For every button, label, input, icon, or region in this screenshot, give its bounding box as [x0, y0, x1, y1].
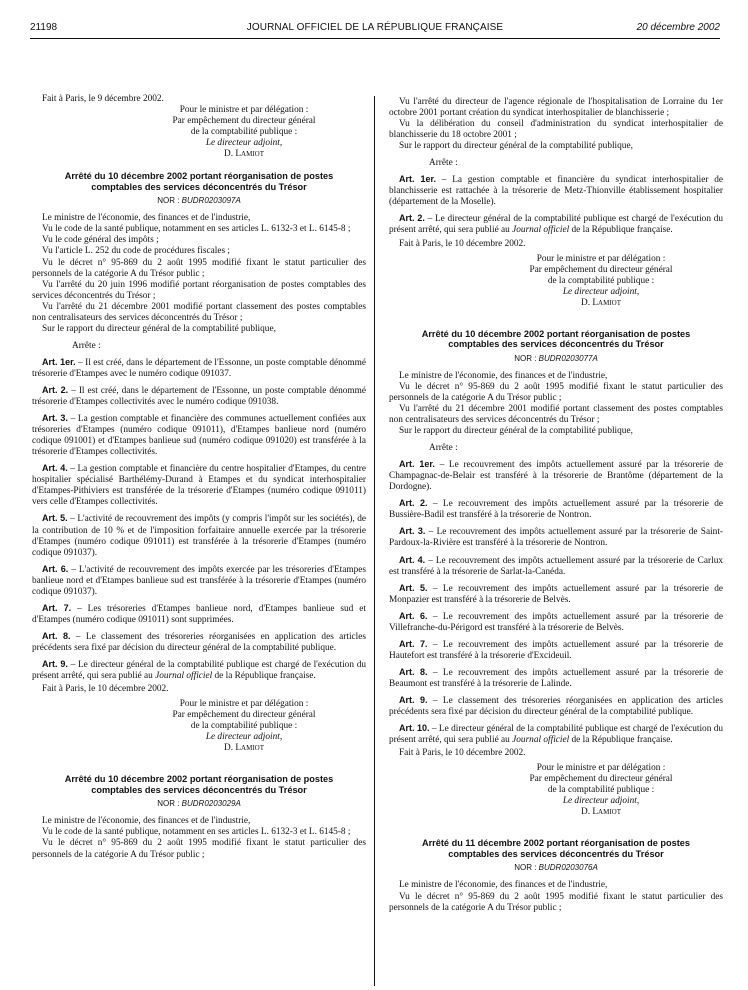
- article-label: Art. 2.: [399, 213, 425, 224]
- article-text: – La gestion comptable et financière du syndicat interhospitalier de blanchisserie est rattachée à la trésorerie de Metz-Thionville établissement hospitalier (département de la Moselle).: [389, 175, 723, 208]
- signature-block: [122, 105, 366, 160]
- column-divider: [374, 96, 375, 986]
- visa: Vu l'arrêté du 21 décembre 2001 modifié portant classement des postes comptables non centralisateurs des services déconcentrés du Trésor ;: [32, 301, 366, 323]
- article-label: Art. 1er.: [399, 459, 435, 470]
- nor-label: NOR :: [514, 863, 537, 873]
- article: [389, 639, 723, 662]
- decree-title: Arrêté du 10 décembre 2002 portant réorganisation de postes comptables des services déconcentrés du Trésor: [421, 328, 691, 350]
- article-text: – L'activité de recouvrement des impôts (y compris l'impôt sur les sociétés), de la contribution de 10 % et de l'imposition forfaitaire annuelle exercée par la trésorerie d'Etampes (numéro codique 091011) est transférée à la trésorerie d'Etampes (numéro codique 091037).: [32, 514, 367, 558]
- article-label: Art. 3.: [399, 526, 426, 537]
- article-label: Art. 7.: [399, 638, 428, 649]
- article: [32, 413, 366, 458]
- visa: Le ministre de l'économie, des finances et de l'industrie,: [399, 370, 608, 381]
- signature-line: de la comptabilité publique :: [190, 721, 298, 732]
- page-number: 21198: [30, 22, 58, 33]
- visa: Vu le décret n° 95-869 du 2 août 1995 modifié fixant le statut particulier des personnels de la catégorie A du Trésor public ;: [32, 838, 366, 860]
- article: [389, 723, 723, 746]
- issue-date: 20 décembre 2002: [636, 22, 720, 33]
- done-line: Fait à Paris, le 10 décembre 2002.: [42, 684, 169, 695]
- visa: Vu l'arrêté du 21 décembre 2001 modifié portant classement des postes comptables non centralisateurs des services déconcentrés du Trésor ;: [389, 403, 723, 426]
- article-label: Art. 9.: [399, 694, 428, 705]
- decree-title: Arrêté du 11 décembre 2002 portant réorganisation de postes comptables des services déconcentrés du Trésor: [421, 838, 691, 859]
- article-text: – Le recouvrement des impôts actuellement assuré par la trésorerie de Carlux est transféré à la trésorerie de Sarlat-la-Canéda.: [389, 555, 723, 577]
- article-text: – La gestion comptable et financière du centre hospitalier d'Etampes, du centre hospitalier spécialisé Barthélémy-Durand à Etampes et du syndicat interhospitalier d'Etampes-Pithiviers est transférée de la trésorerie d'Etampes (numéro codique 091011) vers celle d'Etampes collectivités.: [32, 464, 367, 508]
- article-text: – Le directeur général de la comptabilité publique est chargé de l'exécution du présent arrêté, qui sera publié au: [389, 214, 723, 236]
- article: [389, 611, 723, 634]
- visa: Sur le rapport du directeur général de la comptabilité publique,: [399, 426, 633, 437]
- signature-line: Pour le ministre et par délégation :: [536, 253, 666, 264]
- visa: Vu le décret n° 95-869 du 2 août 1995 modifié fixant le statut particulier des personnels de la catégorie A du Trésor public ;: [389, 891, 723, 913]
- article: [389, 174, 723, 208]
- signature-block: [479, 254, 723, 309]
- article: [389, 667, 723, 690]
- article-label: Art. 6.: [42, 563, 69, 574]
- nor-code: BUDR0203029A: [181, 799, 241, 809]
- article-label: Art. 10.: [399, 723, 430, 734]
- article-text: – Le recouvrement des impôts actuellement assuré par la trésorerie de Bussière-Badil est transféré à la trésorerie de Nontron.: [389, 499, 723, 521]
- done-line: Fait à Paris, le 10 décembre 2002.: [399, 238, 526, 249]
- article-label: Art. 5.: [399, 582, 428, 593]
- nor-reference: [389, 862, 723, 873]
- nor-reference: [389, 353, 723, 364]
- decree-title: Arrêté du 10 décembre 2002 portant réorganisation de postes comptables des services déconcentrés du Trésor: [64, 171, 334, 192]
- nor-code: BUDR0203076A: [538, 863, 598, 873]
- signature-title: Le directeur adjoint,: [205, 732, 283, 743]
- journal-title: JOURNAL OFFICIEL DE LA RÉPUBLIQUE FRANÇAISE: [246, 22, 504, 33]
- article-label: Art. 2.: [42, 384, 69, 395]
- article-text: – Il est créé, dans le département de l'Essonne, un poste comptable dénommé trésorerie d'Etampes avec le numéro codique 091037.: [32, 357, 366, 379]
- article-text: de la République française.: [569, 735, 673, 746]
- article: [32, 631, 366, 654]
- article: [389, 213, 723, 236]
- nor-code: BUDR0203097A: [181, 196, 241, 206]
- signature-line: Par empêchement du directeur général: [172, 710, 316, 721]
- signature-line: de la comptabilité publique :: [190, 127, 298, 138]
- visa: Vu le code général des impôts ;: [42, 235, 159, 246]
- article: [389, 459, 723, 493]
- signature-line: Par empêchement du directeur général: [172, 116, 316, 127]
- article-label: Art. 1er.: [399, 174, 436, 185]
- visa: Vu l'arrêté du 20 juin 1996 modifié portant réorganisation de postes comptables des services déconcentrés du Trésor ;: [32, 279, 366, 301]
- visa: Vu l'article L. 252 du code de procédures fiscales ;: [42, 246, 231, 257]
- visa: Vu le décret n° 95-869 du 2 août 1995 modifié fixant le statut particulier des personnels de la catégorie A du Trésor public ;: [32, 257, 366, 279]
- nor-label: NOR :: [514, 353, 537, 363]
- signature-line: Par empêchement du directeur général: [529, 264, 673, 275]
- signature-block: [479, 763, 723, 818]
- signature-line: de la comptabilité publique :: [547, 785, 655, 796]
- article-text: – Le recouvrement des impôts actuellement assuré par la trésorerie de Hautefort est transféré à la trésorerie d'Excideuil.: [389, 639, 723, 661]
- signature-line: Pour le ministre et par délégation :: [179, 105, 309, 116]
- signature-name: D. Lamiot: [224, 743, 264, 754]
- journal-reference: Journal officiel: [512, 735, 570, 746]
- nor-code: BUDR0203077A: [538, 353, 598, 363]
- signature-title: Le directeur adjoint,: [205, 138, 283, 149]
- article-text: – Le classement des trésoreries réorganisées en application des articles précédents sera fixé par décision du directeur général de la comptabilité publique.: [389, 695, 724, 718]
- visa: Vu le code de la santé publique, notamment en ses articles L. 6132-3 et L. 6145-8 ;: [42, 827, 351, 838]
- article-text: de la République française.: [212, 671, 316, 682]
- signature-block: [122, 699, 366, 754]
- article-label: Art. 8.: [399, 666, 428, 677]
- article: [32, 357, 366, 380]
- article-text: – Le recouvrement des impôts actuellement assuré par la trésorerie de Monpazier est transféré à la trésorerie de Belvès.: [389, 583, 723, 605]
- journal-reference: Journal officiel: [155, 671, 213, 682]
- article: [389, 526, 723, 549]
- article-text: – Le recouvrement des impôts actuellement assuré par la trésorerie de Saint-Pardoux-la-Rivière est transféré à la trésorerie de Nontron.: [389, 527, 723, 549]
- visa: Le ministre de l'économie, des finances et de l'industrie,: [42, 816, 251, 827]
- article-label: Art. 5.: [42, 513, 68, 524]
- article: [32, 659, 366, 682]
- arrete-heading: Arrête :: [429, 443, 458, 454]
- article-text: – Il est créé, dans le département de l'Essonne, un poste comptable dénommé trésorerie d'Etampes collectivités avec le numéro codique 091038.: [32, 385, 366, 408]
- article-text: – Le recouvrement des impôts actuellement assuré par la trésorerie de Beaumont est transféré à la trésorerie de Lalinde.: [389, 667, 723, 689]
- article: [32, 564, 366, 598]
- visa: Vu la délibération du conseil d'administration du syndicat interhospitalier de blanchisserie du 18 octobre 2001 ;: [389, 119, 723, 141]
- signature-line: Par empêchement du directeur général: [529, 774, 673, 785]
- journal-reference: Journal officiel: [512, 225, 570, 236]
- article: [32, 603, 366, 626]
- article-text: – Les trésoreries d'Etampes banlieue nord, d'Etampes banlieue sud et d'Etampes (numéro codique 091011) sont supprimées.: [32, 603, 366, 625]
- article-label: Art. 6.: [399, 610, 428, 621]
- article-text: – Le directeur général de la comptabilité publique est chargé de l'exécution du présent arrêté, qui sera publié au: [389, 724, 724, 746]
- arrete-heading: Arrête :: [72, 340, 101, 351]
- article-text: de la République française.: [569, 225, 673, 236]
- right-column: [389, 97, 723, 914]
- article: [32, 513, 366, 558]
- arrete-heading: Arrête :: [429, 158, 458, 169]
- article: [389, 583, 723, 606]
- article-label: Art. 3.: [42, 413, 68, 424]
- signature-name: D. Lamiot: [581, 297, 621, 308]
- header-rule: [30, 38, 720, 39]
- signature-line: Pour le ministre et par délégation :: [179, 699, 309, 710]
- article-label: Art. 2.: [399, 498, 428, 509]
- done-line: Fait à Paris, le 10 décembre 2002.: [399, 748, 526, 759]
- article-label: Art. 8.: [42, 630, 71, 641]
- decree-title: Arrêté du 10 décembre 2002 portant réorganisation de postes comptables des services déconcentrés du Trésor: [64, 774, 334, 795]
- article-text: – Le classement des trésoreries réorganisées en application des articles précédents sera fixé par décision du directeur général de la comptabilité publique.: [32, 631, 367, 653]
- visa: Le ministre de l'économie, des finances et de l'industrie,: [399, 880, 608, 891]
- article-text: – Le directeur général de la comptabilité publique est chargé de l'exécution du présent arrêté, qui sera publié au: [32, 659, 366, 682]
- article-text: – L'activité de recouvrement des impôts exercée par les trésoreries d'Etampes banlieue nord et d'Etampes banlieue sud est transférée à la trésorerie d'Etampes (numéro codique 091037).: [32, 564, 366, 597]
- visa: Sur le rapport du directeur général de la comptabilité publique,: [399, 141, 633, 152]
- page-header: [30, 22, 720, 36]
- nor-label: NOR :: [157, 799, 180, 809]
- signature-name: D. Lamiot: [581, 807, 621, 818]
- nor-label: NOR :: [157, 196, 180, 206]
- done-line: Fait à Paris, le 9 décembre 2002.: [42, 94, 164, 104]
- signature-line: Pour le ministre et par délégation :: [536, 763, 666, 774]
- article-label: Art. 4.: [399, 554, 426, 565]
- visa: Vu le décret n° 95-869 du 2 août 1995 modifié fixant le statut particulier des personnels de la catégorie A du Trésor public ;: [389, 381, 723, 403]
- article: [389, 555, 723, 578]
- article: [32, 463, 366, 508]
- article-text: – Le recouvrement des impôts actuellement assuré par la trésorerie de Champagnac-de-Belair est transféré à la trésorerie de Brantôme (département de la Dordogne).: [389, 460, 723, 493]
- nor-reference: [32, 195, 366, 206]
- nor-reference: [32, 798, 366, 809]
- article-text: – Le recouvrement des impôts actuellement assuré par la trésorerie de Villefranche-du-Périgord est transféré à la trésorerie de Belvès.: [389, 611, 723, 633]
- signature-title: Le directeur adjoint,: [562, 286, 640, 297]
- article: [389, 695, 723, 718]
- signature-line: de la comptabilité publique :: [547, 275, 655, 286]
- article-text: – La gestion comptable et financière des communes actuellement confiées aux trésoreries d'Etampes (numéro codique 091011), d'Etampes banlieue nord (numéro codique 091001) et d'Etampes banlieue sud (numéro codique 091020) est transférée à la trésorerie d'Etampes collectivités.: [32, 414, 367, 458]
- article-label: Art. 1er.: [42, 356, 76, 367]
- article: [389, 498, 723, 521]
- visa: Sur le rapport du directeur général de la comptabilité publique,: [42, 323, 276, 334]
- signature-title: Le directeur adjoint,: [562, 796, 640, 807]
- signature-name: D. Lamiot: [224, 149, 264, 160]
- visa: Vu le code de la santé publique, notamment en ses articles L. 6132-3 et L. 6145-8 ;: [42, 224, 351, 235]
- left-column: [32, 94, 366, 861]
- visa: Le ministre de l'économie, des finances et de l'industrie,: [42, 213, 251, 224]
- article-label: Art. 7.: [42, 602, 72, 613]
- article-label: Art. 9.: [42, 658, 68, 669]
- article: [32, 385, 366, 408]
- article-label: Art. 4.: [42, 463, 68, 474]
- visa: Vu l'arrêté du directeur de l'agence régionale de l'hospitalisation de Lorraine du 1er octobre 2001 portant création du syndicat interhospitalier de blanchisserie ;: [389, 97, 723, 119]
